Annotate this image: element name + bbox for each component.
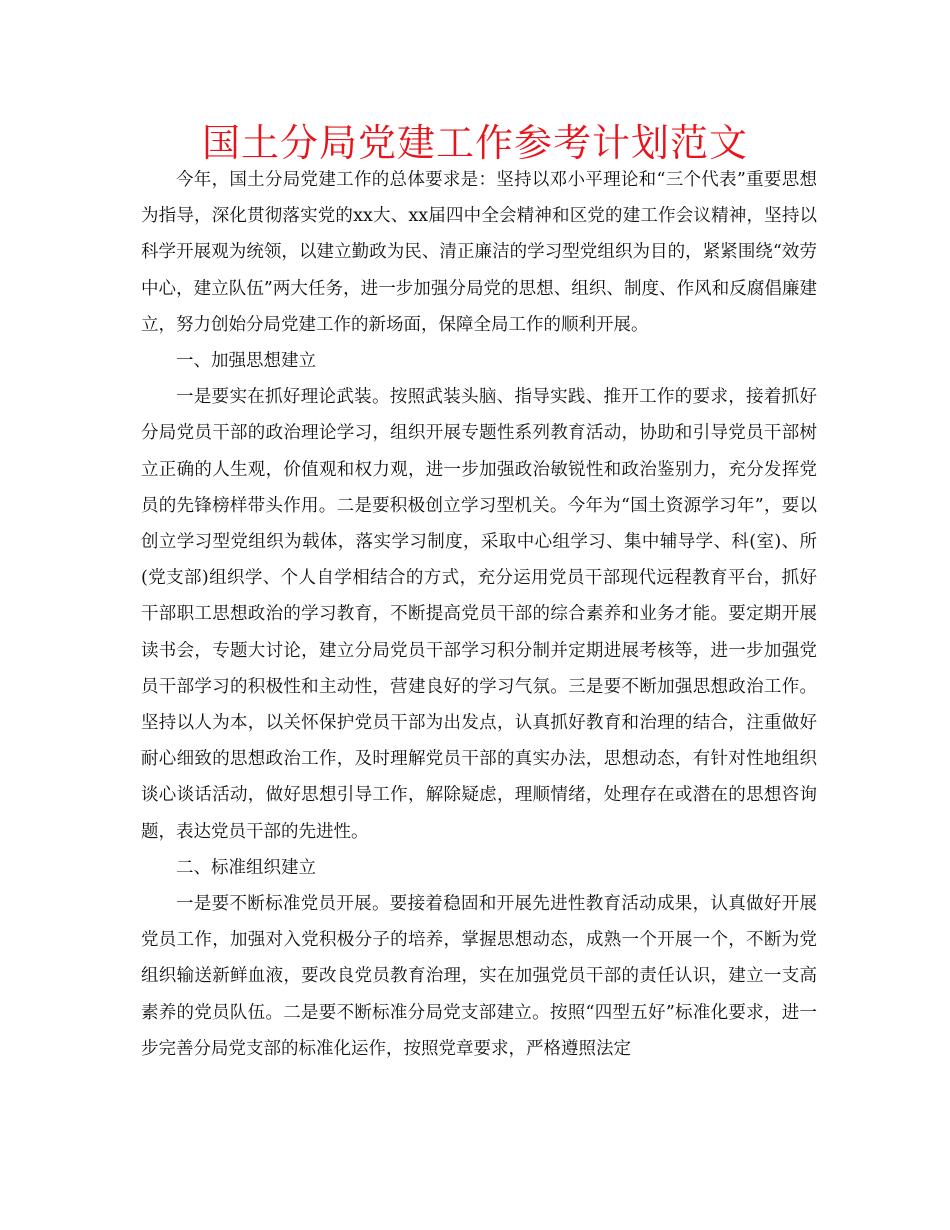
section-heading-1: 一、加强思想建立 xyxy=(176,351,316,372)
paragraph-section-1: 一是要实在抓好理论武装。按照武装头脑、指导实践、推开工作的要求，接着抓好分局党员干部的政治理论学习，组织开展专题性系列教育活动，协助和引导党员干部树立正确的人生观，价值观和权力观，进一步加强政治敏锐性和政治鉴别力，充分发挥党员的先锋榜样带头作用。二是要积极创立学习型机关。今年为“国土资源学习年”，要以创立学习型党组织为载体，落实学习制度，采取中心组学习、集中辅导学、科(室)、所(党支部)组织学、个人自学相结合的方式，充分运用党员干部现代远程教育平台，抓好干部职工思想政治的学习教育，不断提高党员干部的综合素养和业务才能。要定期开展读书会，专题大讨论，建立分局党员干部学习积分制并定期进展考核等，进一步加强党员干部学习的积极性和主动性，营建良好的学习气氛。三是要不断加强思想政治工作。坚持以人为本，以关怀保护党员干部为出发点，认真抓好教育和治理的结合，注重做好耐心细致的思想政治工作，及时理解党员干部的真实办法，思想动态，有针对性地组织谈心谈话活动，做好思想引导工作，解除疑虑，理顺情绪，处理存在或潜在的思想咨询题，表达党员干部的先进性。 xyxy=(141,387,817,842)
paragraph-section-2: 一是要不断标准党员开展。要接着稳固和开展先进性教育活动成果，认真做好开展党员工作，加强对入党积极分子的培养，掌握思想动态，成熟一个开展一个，不断为党组织输送新鲜血液，要改良党员教育治理，实在加强党员干部的责任认识，建立一支高素养的党员队伍。二是要不断标准分局党支部建立。按照“四型五好”标准化要求，进一步完善分局党支部的标准化运作，按照党章要求，严格遵照法定 xyxy=(141,894,817,1059)
document-title: 国土分局党建工作参考计划范文 xyxy=(201,121,748,165)
section-heading-2: 二、标准组织建立 xyxy=(176,857,316,878)
paragraph-intro: 今年，国土分局党建工作的总体要求是：坚持以邓小平理论和“三个代表”重要思想为指导，深化贯彻落实党的xx大、xx届四中全会精神和区党的建工作会议精神，坚持以科学开展观为统领，以建立勤政为民、清正廉洁的学习型党组织为目的，紧紧围绕“效劳中心，建立队伍”两大任务，进一步加强分局党的思想、组织、制度、作风和反腐倡廉建立，努力创始分局党建工作的新场面，保障全局工作的顺利开展。 xyxy=(141,170,817,335)
document-body xyxy=(141,162,817,1067)
